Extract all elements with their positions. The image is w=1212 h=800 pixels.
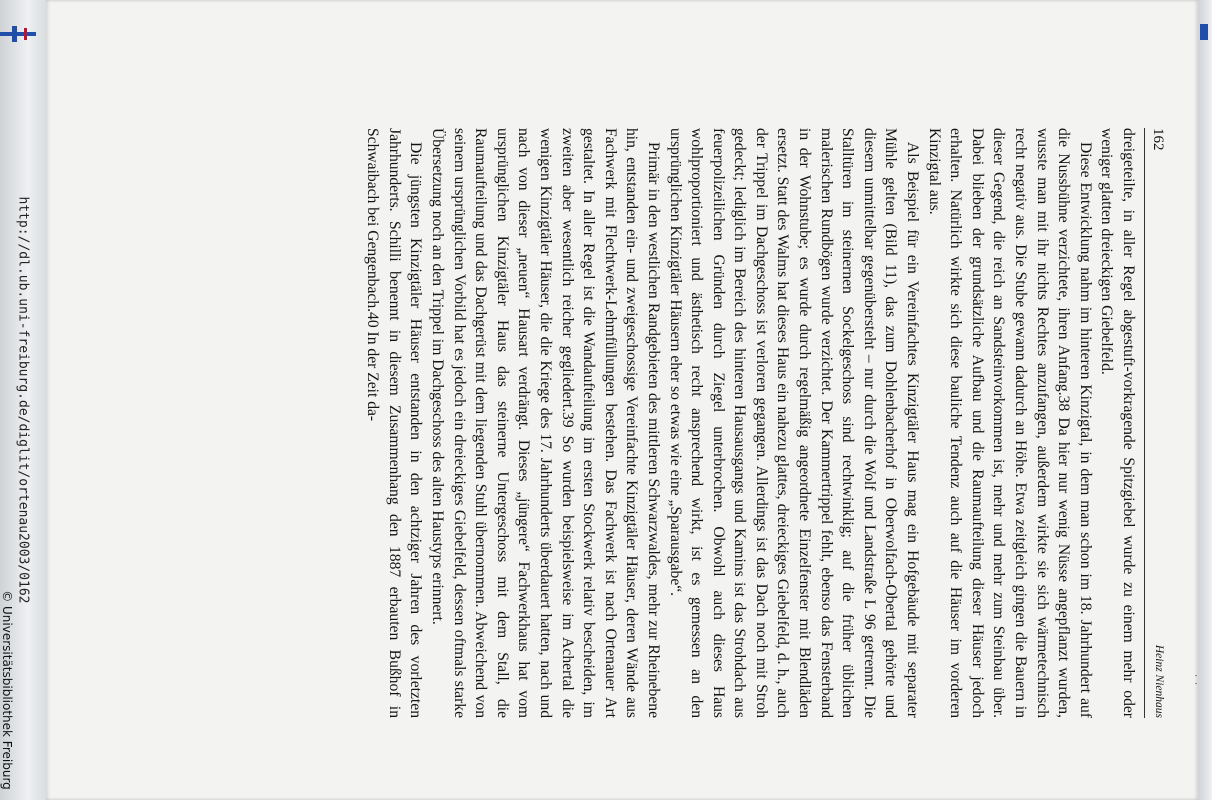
paragraph: Diese Entwicklung nahm im hinteren Kinzigtal, in dem man schon im 18. Jahrhundert auf die Nussbühne verzichtete, ihren Anfang.38 Da hier nur wenig Nüsse angepflanzt wurden, wusste man mit ihr nichts Rechtes anzufangen, außerdem wirkte sie sich wärmetechnisch recht negativ aus. Die Stube gewann dadurch an Höhe. Etwa zeitgleich gingen die Bauern in dieser Gegend, die reich an Sandsteinvorkommen ist, mehr und mehr zum Steinbau über. Dabei blieben der grundsätzliche Aufbau und die Raumaufteilung dieser Häuser jedoch erhalten. Natürlich wirkte sich diese bauliche Tendenz auch auf die Häuser im vorderen Kinzigtal aus. [925,128,1094,718]
paragraph: dreigeteilte, in aller Regel abgestuft-vorkragende Spitzgiebel wurde zu einem mehr oder weniger glatten dreieckigen Giebelfeld. [1098,128,1137,718]
page-number: 162 [1150,128,1166,151]
paragraph: Als Beispiel für ein Vereinfachtes Kinzigtäler Haus mag ein Hofgebäude mit separater Mühle gelten (Bild 11), das zum Dohlenbacherhof in Oberwolfach-Obertal gehörte und diesem unmittelbar gegenübersteht – nur durch die Wolf und Landstraße L 96 getrennt. Die Stalltüren im steinernen Sockelgeschoss sind rechtwinklig; auf die früher üblichen malerischen Rundbögen wurde verzichtet. Der Kammertrippel fehlt, ebenso das Fensterband in der Wohnstube; es wurde durch regelmäßig angeordnete Einzelfenster mit Blendläden ersetzt. Statt des Walms hat dieses Haus ein nahezu glattes, dreieckiges Giebelfeld, d. h., auch der Trippel im Dachgeschoss ist verloren gegangen. Allerdings ist das Dach noch mit Stroh gedeckt; lediglich im Bereich des hinteren Hausausgangs und Kamins ist das Strohdach aus feuerpolizeilichen Gründen durch Ziegel unterbrochen. Obwohl auch dieses Haus wohlproportioniert und ästhetisch recht ansprechend wirkt, ist es gemessen an den ursprünglichen Kinzigtäler Häusern eher so etwas wie eine „Sparausgabe“. [666,128,922,718]
running-head [1146,128,1166,718]
paragraph: Die jüngsten Kinzigtäler Häuser entstanden in den achtziger Jahren des vorletzten Jahrhunderts. Schilli benennt in diesem Zusammenhang den 1887 erbauten Bußhof in Schwaibach bei Gengenbach.40 In der Zeit da- [364,128,425,718]
edge-text-fragment: · · [1189,673,1201,687]
watermark-url: http://dl.ub.uni-freiburg.de/diglit/ortenau2003/0162 [15,196,31,604]
watermark-copyright: © Universitätsbibliothek Freiburg [0,590,14,790]
running-head-author: Heinz Nienhaus [1153,644,1165,718]
library-logo-icon-right [1200,24,1208,40]
scanned-page [46,0,1198,800]
header-rule [1144,128,1145,718]
library-logo-icon [0,24,36,44]
page-content-rotated [166,128,1166,718]
paragraph: Primär in den westlichen Randgebieten des mittleren Schwarzwaldes, mehr zur Rheinebene hin, entstanden ein- und zweigeschossige Vereinfachte Kinzigtäler Häuser, deren Wände aus Fachwerk mit Flechtwerk-Lehmfüllungen bestehen. Das Fachwerk ist nach Ortenauer Art gestaltet. In aller Regel ist die Wandaufteilung im ersten Stockwerk relativ bescheiden, im zweiten aber wesentlich reicher gegliedert.39 So wurden beispielsweise im Achertal die wenigen Kinzigtäler Häuser, die die Kriege des 17. Jahrhunderts überdauert hatten, nach und nach von dieser „neuen“ Hausart verdrängt. Dieses „jüngere“ Fachwerkhaus hat vom ursprünglichen Kinzigtäler Haus das steinerne Untergeschoss mit dem Stall, die Raumaufteilung und das Dachgerüst mit dem liegenden Stuhl übernommen. Abweichend von seinem ursprünglichen Vorbild hat es jedoch ein dreieckiges Giebelfeld, dessen oftmals starke Übersetzung noch an den Trippel im Dachgeschoss des alten Haustyps erinnert. [429,128,662,718]
body-text [362,128,1139,718]
